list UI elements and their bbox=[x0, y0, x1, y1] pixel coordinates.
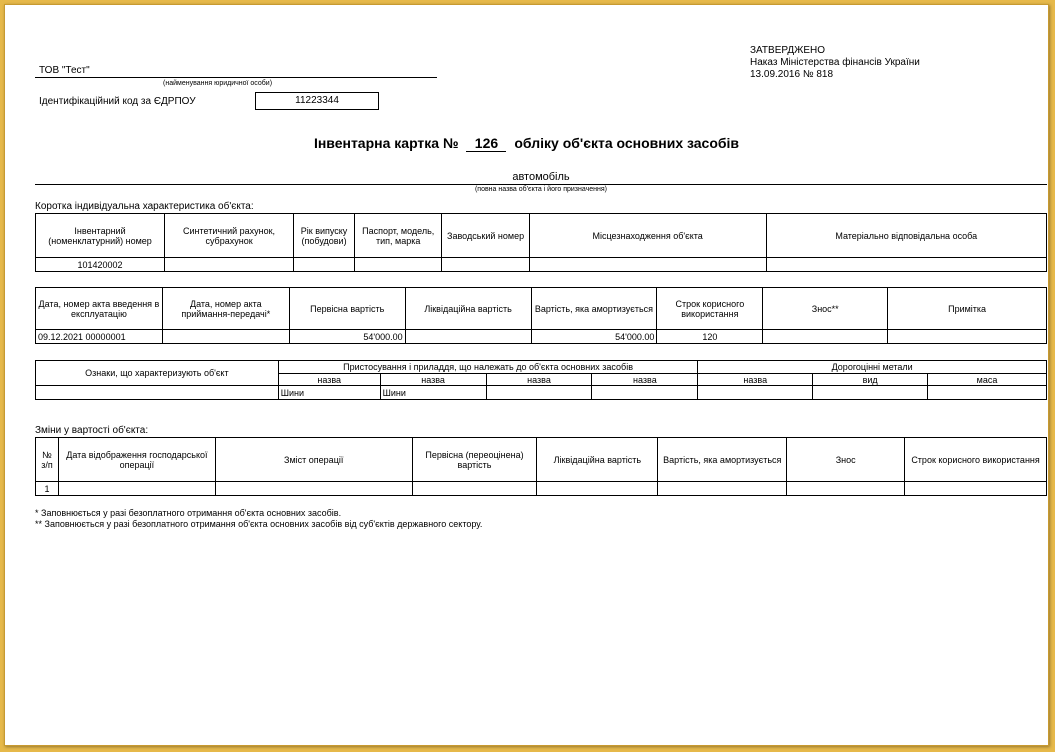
table-cell bbox=[165, 258, 294, 272]
table-header-row bbox=[36, 214, 1047, 258]
table-header-cell: Вартість, яка амортизується bbox=[658, 438, 787, 482]
title-suffix: обліку об'єкта основних засобів bbox=[514, 135, 740, 151]
table-cell bbox=[537, 482, 658, 496]
table-cell bbox=[888, 330, 1047, 344]
table-header-cell: Дата, номер акта введення в експлуатацію bbox=[36, 288, 163, 330]
table-header-cell: назва bbox=[698, 374, 813, 386]
table-cell bbox=[905, 482, 1047, 496]
approval-line-1: ЗАТВЕРДЖЕНО bbox=[750, 45, 826, 56]
table-cell: 54'000.00 bbox=[531, 330, 657, 344]
approval-stamp bbox=[750, 45, 920, 81]
table-cell bbox=[592, 386, 698, 400]
table-cell bbox=[355, 258, 442, 272]
table-cell: 54'000.00 bbox=[289, 330, 405, 344]
table-row bbox=[36, 482, 1047, 496]
table-cell bbox=[698, 386, 813, 400]
table-header-cell: маса bbox=[928, 374, 1047, 386]
table-header-cell: Вартість, яка амортизується bbox=[531, 288, 657, 330]
table-cell bbox=[58, 482, 215, 496]
table-cell bbox=[162, 330, 289, 344]
table-cell bbox=[36, 386, 279, 400]
edrpou-value: 11223344 bbox=[255, 92, 379, 110]
table-header-cell: назва bbox=[380, 374, 486, 386]
table-header-row bbox=[36, 288, 1047, 330]
table-header-cell: Інвентарний (номенклатурний) номер bbox=[36, 214, 165, 258]
object-name: автомобіль bbox=[512, 171, 570, 183]
table-cell bbox=[412, 482, 537, 496]
table-cell bbox=[763, 330, 888, 344]
footnote-1: * Заповнюється у разі безоплатного отримання об'єкта основних засобів. bbox=[35, 508, 342, 518]
table-cell bbox=[215, 482, 412, 496]
approval-line-3: 13.09.2016 № 818 bbox=[750, 69, 834, 80]
table-header-cell: вид bbox=[813, 374, 928, 386]
organization-underline bbox=[35, 77, 437, 78]
table-cell: Шини bbox=[380, 386, 486, 400]
table-header-cell: Строк корисного використання bbox=[905, 438, 1047, 482]
table-cell bbox=[766, 258, 1047, 272]
table-header-cell: Примітка bbox=[888, 288, 1047, 330]
table-header-cell: Зміст операції bbox=[215, 438, 412, 482]
table-cell bbox=[486, 386, 592, 400]
value-changes-table bbox=[35, 437, 1047, 496]
table-cell: Шини bbox=[278, 386, 380, 400]
table-cell bbox=[928, 386, 1047, 400]
characteristics-table bbox=[35, 213, 1047, 272]
table-header-cell: Матеріально відповідальна особа bbox=[766, 214, 1047, 258]
table-row bbox=[36, 258, 1047, 272]
table-cell bbox=[405, 330, 531, 344]
table-cell bbox=[787, 482, 905, 496]
table-header-row bbox=[36, 438, 1047, 482]
organization-hint: (найменування юридичної особи) bbox=[163, 80, 273, 87]
table-header-cell: Первісна вартість bbox=[289, 288, 405, 330]
document-page bbox=[4, 4, 1049, 746]
table-cell: 101420002 bbox=[36, 258, 165, 272]
table-header-cell: Місцезнаходження об'єкта bbox=[529, 214, 766, 258]
table-cell: 1 bbox=[36, 482, 59, 496]
card-number: 126 bbox=[466, 135, 506, 152]
table-cell: 09.12.2021 00000001 bbox=[36, 330, 163, 344]
table-cell bbox=[294, 258, 355, 272]
values-table bbox=[35, 287, 1047, 344]
footnotes bbox=[35, 508, 482, 530]
characteristics-caption: Коротка індивідуальна характеристика об'єкта: bbox=[35, 201, 254, 212]
table-header-cell: Рік випуску (побудови) bbox=[294, 214, 355, 258]
table-header-cell: Дата відображення господарської операції bbox=[58, 438, 215, 482]
table-header-cell: № з/п bbox=[36, 438, 59, 482]
table-header-cell: Знос** bbox=[763, 288, 888, 330]
table-row bbox=[36, 386, 1047, 400]
value-changes-caption: Зміни у вартості об'єкта: bbox=[35, 425, 149, 436]
table-header-cell: Дата, номер акта приймання-передачі* bbox=[162, 288, 289, 330]
table-header-cell: Строк корисного використання bbox=[657, 288, 763, 330]
table-cell bbox=[529, 258, 766, 272]
table-header-cell: Ліквідаційна вартість bbox=[405, 288, 531, 330]
table-header-cell: назва bbox=[592, 374, 698, 386]
footnote-2: ** Заповнюється у разі безоплатного отримання об'єкта основних засобів від суб'єктів державного сектору. bbox=[35, 519, 483, 529]
table-header-cell: Знос bbox=[787, 438, 905, 482]
table-header-cell: Синтетичний рахунок, субрахунок bbox=[165, 214, 294, 258]
table-header-cell: Ознаки, що характеризують об'єкт bbox=[36, 361, 279, 386]
table-header-cell: Заводський номер bbox=[442, 214, 529, 258]
organization-name: ТОВ "Тест" bbox=[39, 65, 90, 76]
table-header-cell: Ліквідаційна вартість bbox=[537, 438, 658, 482]
table-header-row bbox=[36, 361, 1047, 374]
accessories-table bbox=[35, 360, 1047, 400]
table-header-cell: Дорогоцінні метали bbox=[698, 361, 1047, 374]
object-underline bbox=[35, 184, 1047, 185]
table-header-cell: назва bbox=[486, 374, 592, 386]
table-header-cell: Первісна (переоцінена) вартість bbox=[412, 438, 537, 482]
table-cell: 120 bbox=[657, 330, 763, 344]
table-cell bbox=[658, 482, 787, 496]
object-hint: (повна назва об'єкта і його призначення) bbox=[474, 186, 608, 193]
table-cell bbox=[813, 386, 928, 400]
edrpou-label: Ідентифікаційний код за ЄДРПОУ bbox=[39, 96, 196, 107]
document-title bbox=[5, 135, 1048, 152]
table-header-cell: Паспорт, модель, тип, марка bbox=[355, 214, 442, 258]
table-row bbox=[36, 330, 1047, 344]
title-prefix: Інвентарна картка № bbox=[313, 135, 459, 151]
table-header-cell: назва bbox=[278, 374, 380, 386]
table-header-cell: Пристосування і приладдя, що належать до об'єкта основних засобів bbox=[278, 361, 698, 374]
table-cell bbox=[442, 258, 529, 272]
approval-line-2: Наказ Міністерства фінансів України bbox=[750, 57, 920, 68]
